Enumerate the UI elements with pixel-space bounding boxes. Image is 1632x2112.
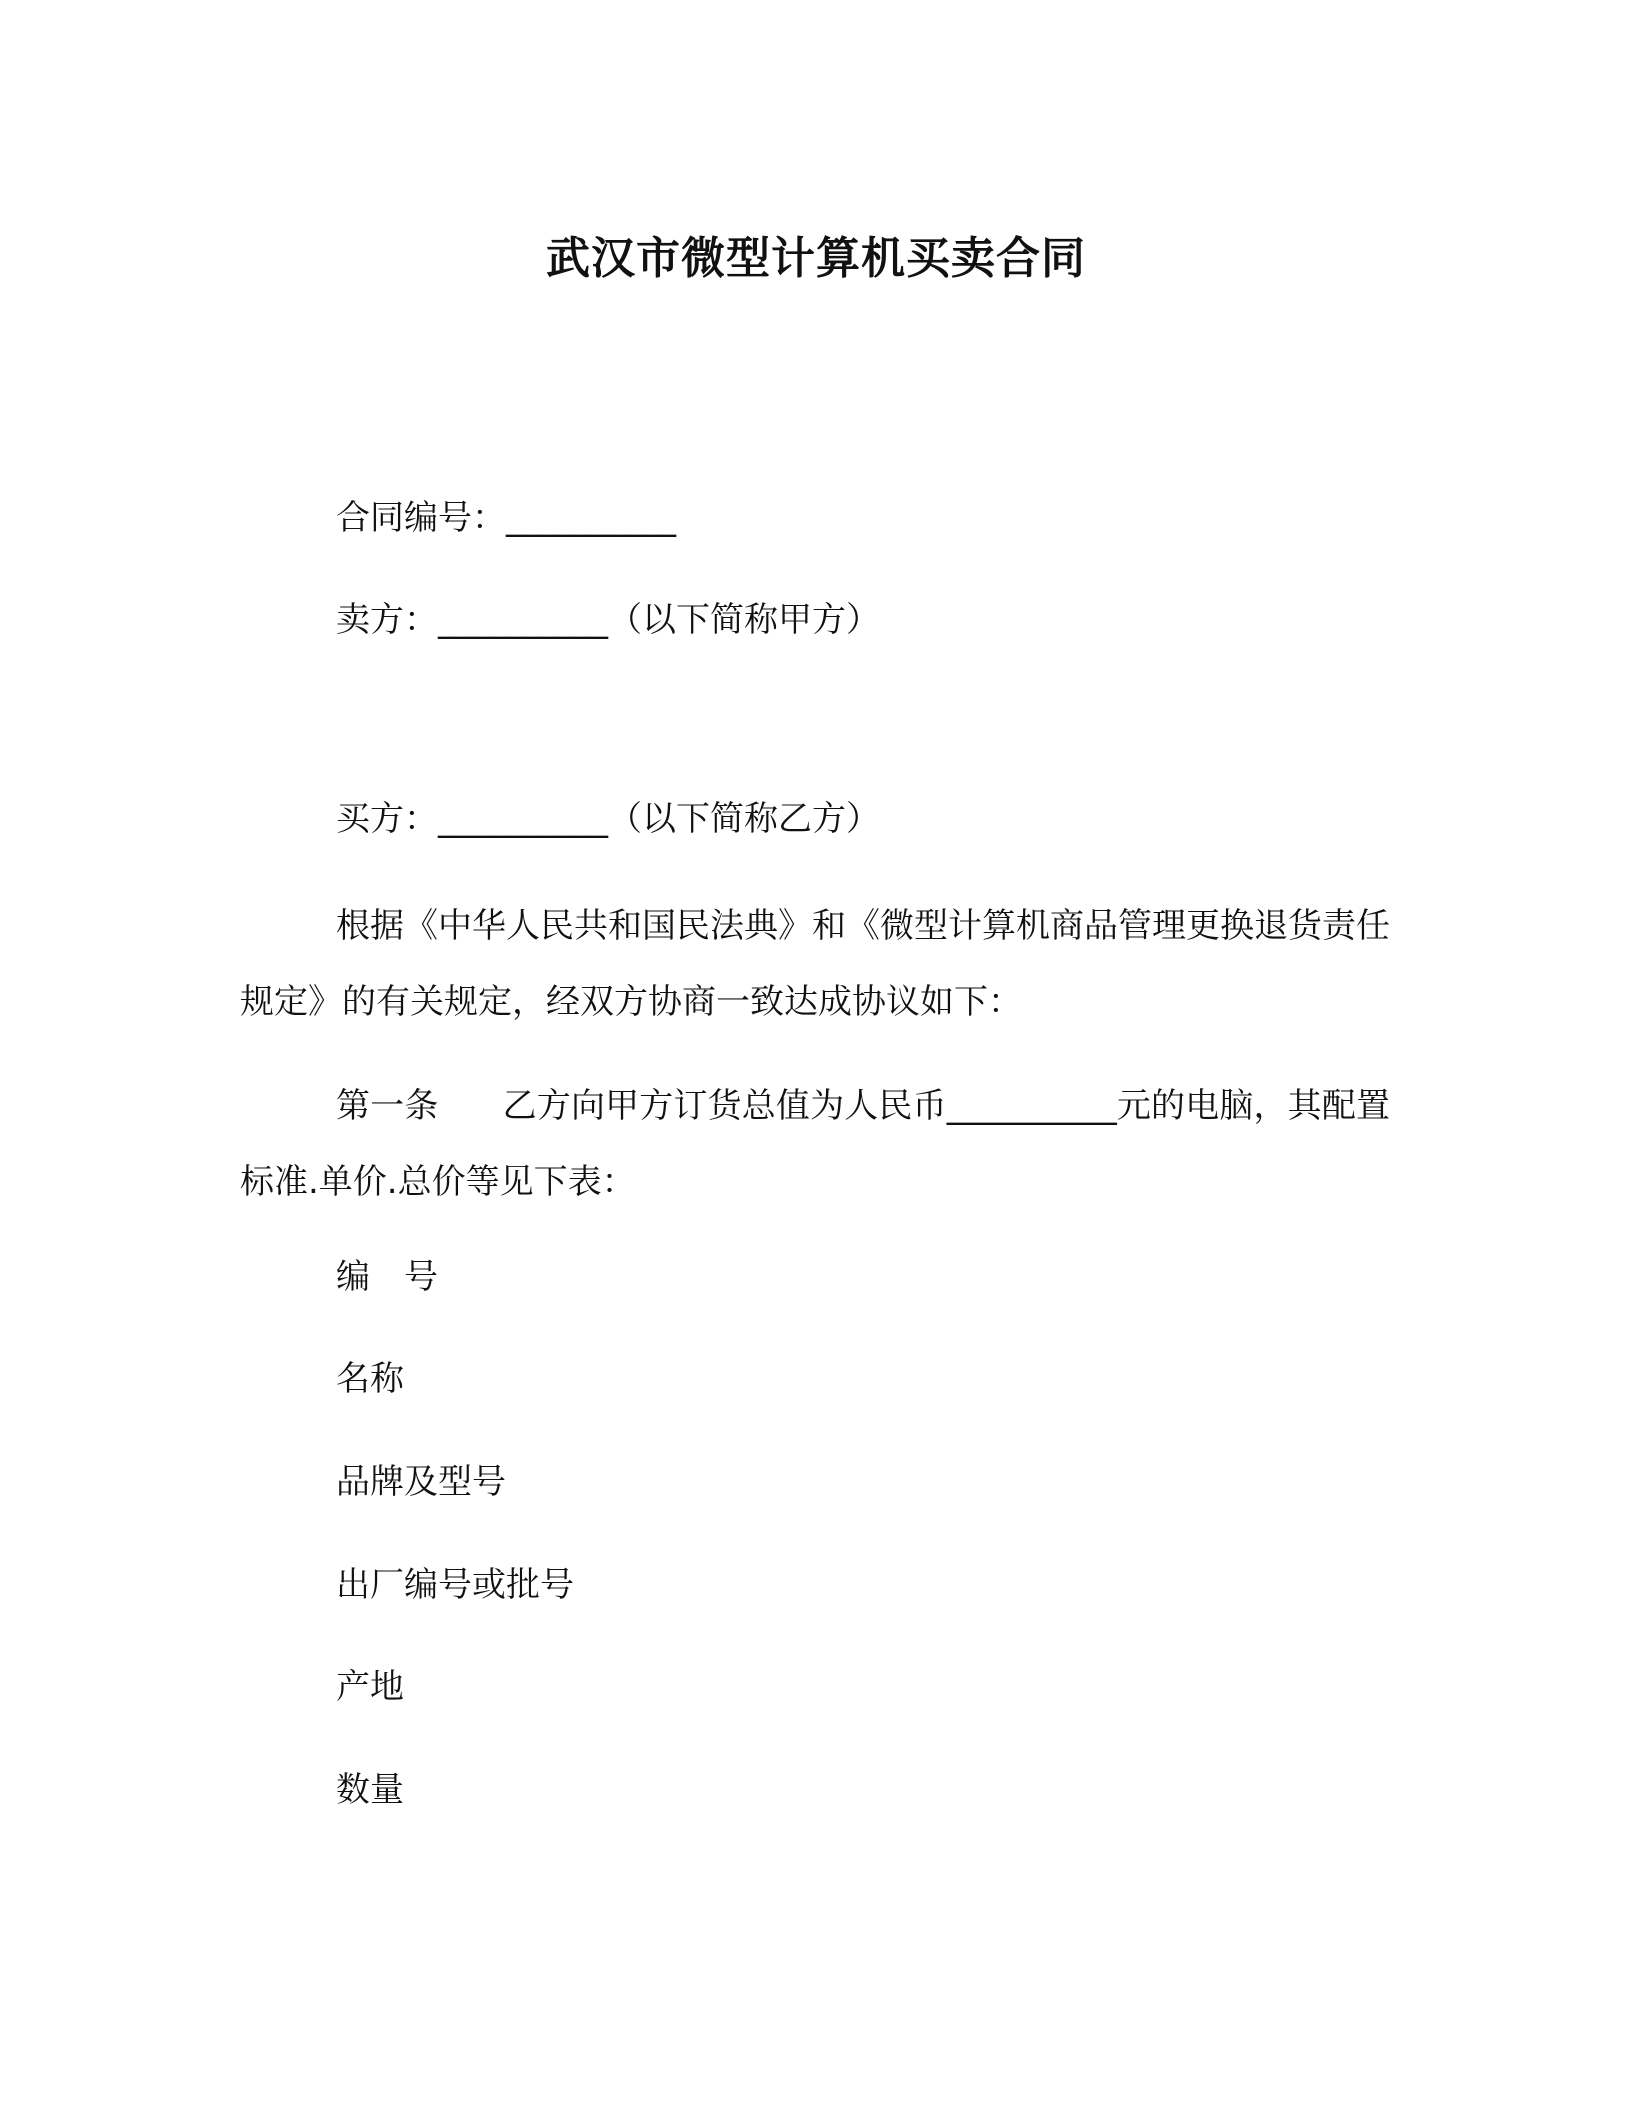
table-field-number: 编 号 <box>336 1257 438 1297</box>
table-field-brand-model: 品牌及型号 <box>336 1462 506 1502</box>
contract-number-line: 合同编号：__________ <box>336 498 676 538</box>
article-1-text: 乙方向甲方订货总值为人民币__________元的电脑，其配置标准.单价.总价等见下表： <box>240 1086 1391 1202</box>
article-1-paragraph <box>240 1068 1390 1220</box>
table-field-serial-batch: 出厂编号或批号 <box>336 1565 574 1605</box>
seller-line: 卖方：__________（以下简称甲方） <box>336 600 880 640</box>
table-field-origin: 产地 <box>336 1667 404 1707</box>
document-title: 武汉市微型计算机买卖合同 <box>546 233 1086 284</box>
buyer-line: 买方：__________（以下简称乙方） <box>336 799 880 839</box>
table-field-quantity: 数量 <box>336 1770 404 1810</box>
table-field-name: 名称 <box>336 1359 404 1399</box>
article-1-heading: 第一条 <box>336 1086 439 1126</box>
preamble-paragraph: 根据《中华人民共和国民法典》和《微型计算机商品管理更换退货责任规定》的有关规定，经双方协商一致达成协议如下： <box>240 906 1390 1022</box>
